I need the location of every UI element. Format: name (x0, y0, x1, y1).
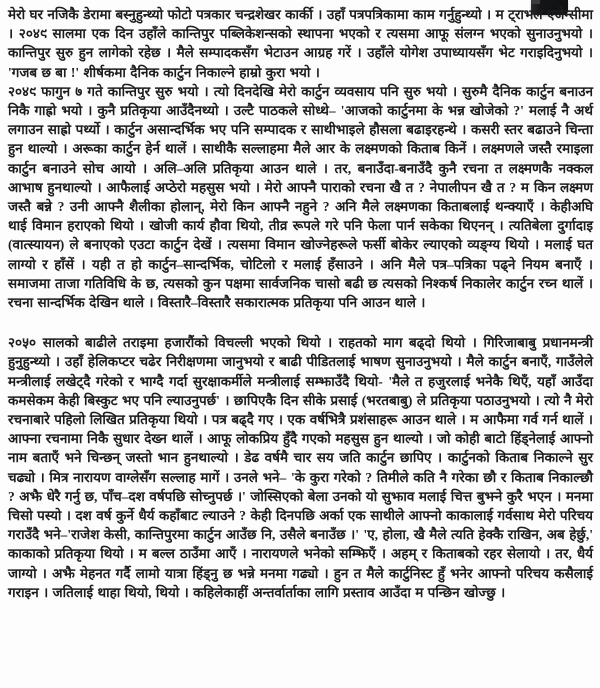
paragraph-3: २०५० सालको बाढीले तराइमा हजारौंको विचल्ली भएको थियो । राहतको माग बढ्दो थियो । गिरिजाबाबु प्रधानमन्त्री हुनुहुन्थ्यो । उहाँ हेलिकप्टर चढेर निरीक्षणमा जानुभयो र बाढी पीडितलाई भाषण सुनाउनुभयो । मैले कार्टुन बनाएँ, गाउँलेले मन्त्रीलाई लखेट्दै गरेको र भाग्दै गर्दा सुरक्षाकर्मीले मन्त्रीलाई सम्झाउँदै थियो- 'मैले त हजुरलाई भनेकै थिएँ, यहाँ आउँदा कमसेकम केही बिस्कुट भए पनि ल्याउनुपर्छ' । छापिएकै दिन सीके प्रसाई (भरतबाबु) ले प्रतिकृया पठाउनुभयो । त्यो नै मेरो रचनाबारे पहिलो लिखित प्रतिकृया थियो । पत्र बढ्दै गए । एक वर्षभित्रै प्रशंसाहरू आउन थाले । म आफैमा गर्व गर्न थालें । आफ्ना रचनामा निकै सुधार देख्न थालें । आफू लोकप्रिय हुँदै गएको महसुस हुन थाल्यो । जो कोही बाटो हिंड्नेलाई आफ्नो नाम बताएँ भने चिन्छन् जस्तो भान हुनथाल्यो । डेढ वर्षमै चार सय जति कार्टुन छापिए । कार्टुनको किताब निकाल्ने सुर चढ्यो । मित्र नारायण वाग्लेसँग सल्लाह मागें । उनले भने– 'के कुरा गरेको ? तिमीले कति नै गरेका छौ र किताब निकाल्छौ ? अझै धेरै गर्नु छ, पाँच–दश वर्षपछि सोच्नुपर्छ ।' जोस्सिएको बेला उनको यो सुझाव मलाई चित्त बुझ्ने कुरै भएन । मनमा चिसो पस्यो । दश वर्ष कुर्ने धैर्य कहाँबाट ल्याउने ? केही दिनपछि अर्का एक साथीले आफ्नो काकालाई गर्वसाथ मेरो परिचय गराउँदै भने–'राजेश केसी, कान्तिपुरमा कार्टुन आउँछ नि, उसैले बनाउँछ ।' 'ए, होला, खै मैले त्यति हेक्कै राखिन, अब हेर्छु,' काकाको प्रतिकृया थियो । म बल्ल ठाउँमा आएँ । नारायणले भनेको सम्झिएँ । अहम् र किताबको रहर सेलायो । तर, धैर्य जाग्यो । अझै मेहनत गर्दै लामो यात्रा हिंड्नु छ भन्ने मनमा गढ्यो । हुन त मैले कार्टुनिस्ट हुँ भनेर आफ्नो परिचय कसैलाई गराइन । जतिलाई थाहा थियो, थियो । कहिलेकाहीं अन्तर्वार्ताका लागि प्रस्ताव आउँदा म पन्छिन खोज्छु । (8, 335, 593, 600)
article-text (8, 5, 593, 602)
paragraph-2: २०४९ फागुन ७ गते कान्तिपुर सुरु भयो । त्यो दिनदेखि मेरो कार्टुन व्यवसाय पनि सुरु भयो । सुरुमै दैनिक कार्टुन बनाउन निकै गाह्रो भयो । कुनै प्रतिकृया आउँदैनथ्यो । उल्टै पाठकले सोध्थे– 'आजको कार्टुनमा के भन्न खोजेको ?' मलाई नै अर्थ लगाउन साह्रो पर्थ्यो । कार्टुन असान्दर्भिक भए पनि सम्पादक र साथीभाइले हौसला बढाइरहन्थे । कसरी स्तर बढाउने चिन्ता हुन थाल्यो । अरूका कार्टुन हेर्न थालें । साथीकै सल्लाहमा मैले आर के लक्ष्मणको किताब किनें । लक्ष्मणले जस्तै रमाइला कार्टुन बनाउने सोच आयो । अलि–अलि प्रतिकृया आउन थाले । तर, बनाउँदा-बनाउँदै कुनै रचना त लक्ष्मणकै नक्कल आभाष हुनथाल्यो । आफैलाई अप्ठेरो महसुस भयो । मेरो आफ्नै पाराको रचना खै त ? नेपालीपन खै त ? म किन लक्ष्मण जस्तै बन्ने ? उनी आफ्नै शैलीका होलान्, मेरो किन आफ्नै नहुने ? अनि मैले लक्ष्मणका किताबलाई थन्क्याएँ । केहीअघि थाई विमान हराएको थियो । खोजी कार्य हौवा थियो, तीव्र रूपले गरे पनि फेला पार्न सकेका थिएनन् । त्यतिबेला दुर्गादाइ (वात्स्यायन) ले बनाएको एउटा कार्टुन देखें । त्यसमा विमान खोज्नेहरूले फर्सी बोकेर ल्याएको व्यङ्ग्य थियो । मलाई घत लाग्यो र हाँसें । यही त हो कार्टुन–सान्दर्भिक, चोटिलो र मलाई हँसाउने । अनि मैले पत्र–पत्रिका पढ्ने नियम बनाएँ । समाजमा ताजा गतिविधि के छ, त्यसको कुन पक्षमा सार्वजनिक चासो बढी छ त्यसको निश्कर्ष निकालेर कार्टुन रच्न थालें । रचना सान्दर्भिक देखिन थाले । विस्तारै–विस्तारै सकारात्मक प्रतिकृया पनि आउन थाले । (8, 83, 593, 311)
paragraph-1: मेरो घर नजिकै डेरामा बस्नुहुन्थ्यो फोटो पत्रकार चन्द्रशेखर कार्की । उहाँ पत्रपत्रिकामा काम गर्नुहुन्थ्यो । म ट्राभल एजेन्सीमा । २०४९ सालमा एक दिन उहाँले कान्तिपुर पब्लिकेशन्सको स्थापना भएको र त्यसमा आफू संलग्न भएको सुनाउनुभयो । कान्तिपुर सुरु हुन लागेको रहेछ । मैले सम्पादकसँग भेटाउन आग्रह गरें । उहाँले योगेश उपाध्यायसँग भेट गराइदिनुभयो । 'गजब छ बा !' शीर्षकमा दैनिक कार्टुन निकाल्ने हाम्रो कुरा भयो । (8, 7, 593, 80)
